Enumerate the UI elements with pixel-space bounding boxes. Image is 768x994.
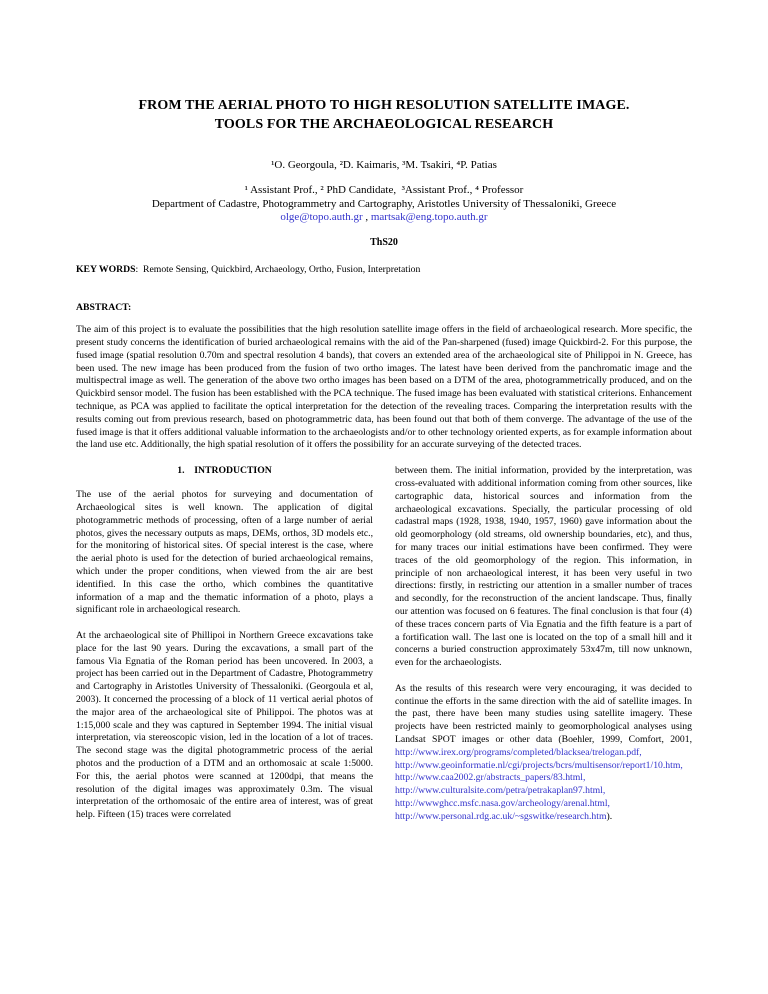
paper-front-matter <box>76 96 692 452</box>
authors-line: ¹O. Georgoula, ²D. Kaimaris, ³M. Tsakiri, ⁴P. Patias <box>271 159 497 171</box>
email-separator: , <box>362 211 371 223</box>
intro-paragraph-3: between them. The initial information, provided by the interpretation, was cross-evaluated with additional information coming from other sources, like cartographic data, historical sources and information from the archaeological excavations. Specially, the particular processing of old cadastral maps (1928, 1938, 1940, 1957, 1960) gave information about the old geomorphology (old streams, old ownership boundaries, etc), and thus, for many traces our initial estimations have been confirmed. They were traces of the old geomorphology of the region. This information, in principle of non archaeological interest, it has been very useful in two directions: firstly, in restricting our attention in a smaller number of traces and secondly, for the reconstruction of the ancient landscape. Thus, finally our attention was focused on 6 features. The final conclusion is that four (4) of these traces concern parts of Via Egnatia and the fifth feature is a part of a fortification wall. The last one is located on the top of a small hill and it concerns a buried construction approximately 53x47m, till now unknown, even for the archaeologists. <box>395 465 692 669</box>
right-column <box>395 465 692 836</box>
affiliation-department-line: Department of Cadastre, Photogrammetry and Cartography, Aristotles University of Thessaloniki, Greece <box>151 197 617 210</box>
keywords-line <box>76 264 692 277</box>
reference-url-links[interactable]: http://www.irex.org/programs/completed/blacksea/trelogan.pdf, http://www.geoinformatie.nl/cgi/projects/bcrs/multisensor/report1/10.htm, http://www.caa2002.gr/abstracts_papers/83.html, http://www.culturalsite.com/petra/petrakaplan97.html, http://wwwghcc.msfc.nasa.gov/archeology/arenal.html, http://www.personal.rdg.ac.uk/~sgswitke/research.htm <box>395 746 683 822</box>
intro-paragraph-4-close: ). <box>606 810 613 822</box>
title-line-1: FROM THE AERIAL PHOTO TO HIGH RESOLUTION SATELLITE IMAGE. <box>138 98 630 113</box>
intro-paragraph-4 <box>395 683 692 824</box>
affiliation-block <box>76 184 692 225</box>
email-link-1[interactable]: olge@topo.auth.gr <box>280 211 363 223</box>
keywords-text: : Remote Sensing, Quickbird, Archaeology, Ortho, Fusion, Interpretation <box>135 263 421 275</box>
intro-paragraph-2: At the archaeological site of Phillipoi in Northern Greece excavations take place for the last 90 years. During the excavations, a small part of the famous Via Egnatia of the Roman period has been uncovered. In 2003, a project has been carried out in the Department of Cadastre, Photogrammetry and Cartography in Aristotles University of Thessaloniki. (Georgoula et al, 2003). It concerned the processing of a block of 11 vertical aerial photos of the major area of the archaeological site of Philippoi. The photos was at 1:15,000 scale and they was captured in September 1994. The initial visual interpretation, via stereoscopic vision, led in the location of a lot of traces. The second stage was the digital photogrammetric process of the aerial photos and the production of a DTM and an orthomosaic at scale 1:5000. For this, the aerial photos were scanned at 1200dpi, that means the resolution of the digital images was approximately 0.3m. The visual interpretation of the orthomosaic of the entire area of interest, was of great help. Fifteen (15) traces were correlated <box>76 630 373 821</box>
email-line <box>76 211 692 225</box>
intro-paragraph-1: The use of the aerial photos for surveying and documentation of Archaeological sites is well known. The application of digital photogrammetric methods of processing, often of a large number of aerial photos, gives the necessary outputs as maps, DEMs, orthos, 3D models etc., for the monitoring of historical sites. Of special interest is the case, where the aerial photo is used for the detection of buried archaeological remains, which under the proper conditions, when viewed from the air are best identified. In this case the ortho, which combines the quantitative information of a map and the thematic information of a photo, plays a significant role in archaeological research. <box>76 489 373 616</box>
title-line-2: TOOLS FOR THE ARCHAEOLOGICAL RESEARCH <box>214 117 554 132</box>
left-column <box>76 465 373 836</box>
session-code: ThS20 <box>370 236 398 248</box>
abstract-label: ABSTRACT: <box>76 302 132 314</box>
two-column-body <box>76 465 692 836</box>
author-roles-line: ¹ Assistant Prof., ² PhD Candidate, ³Assistant Prof., ⁴ Professor <box>244 184 524 196</box>
keywords-label: KEY WORDS <box>76 263 136 275</box>
paper-title <box>76 96 692 134</box>
intro-paragraph-4-text: As the results of this research were very encouraging, it was decided to continue the efforts in the same direction with the aid of satellite images. In the past, there have been many studies using satellite imagery. These projects have been restricted mainly to geomorphological analyses using Landsat SPOT images or other data (Boehler, 1999, Comfort, 2001, <box>395 682 692 745</box>
section-heading-introduction: 1. INTRODUCTION <box>177 465 272 477</box>
email-link-2[interactable]: martsak@eng.topo.auth.gr <box>370 211 488 223</box>
abstract-text: The aim of this project is to evaluate the possibilities that the high resolution satellite image offers in the field of archaeological research. More specific, the present study concerns the identification of buried archaeological remains with the aid of the Pan-sharpened (fused) image Quickbird-2. For this purpose, the fused image (spatial resolution 0.70m and spectral resolution 4 bands), that covers an extended area of the archaeological site of Philippoi in N. Greece, has been used. The new image has been produced from the fusion of two ortho images. The latest have been derived from the panchromatic image and the multispectral image as well. The generation of the above two ortho images has been based on a DTM of the area, photogrammetrically produced, and on the Quickbird sensor model. The fusion has been established with the PCA technique. The fused image has been evaluated with statistical criterions. Enhancement technique, as PCA was applied to facilitate the optical interpretation for the detection of the revealing traces. Comparing the interpretation results with the results coming out from previous research, based on photogrammetric data, has been found out that both of them converge. The advantage of the use of the fused image is that it offers additional valuable information to the archaeologists and/or to other technology oriented experts, as for example information about the land use etc. Additionally, the high spatial resolution of it offers the possibility for an accurate surveying of the detected traces. <box>76 324 692 451</box>
